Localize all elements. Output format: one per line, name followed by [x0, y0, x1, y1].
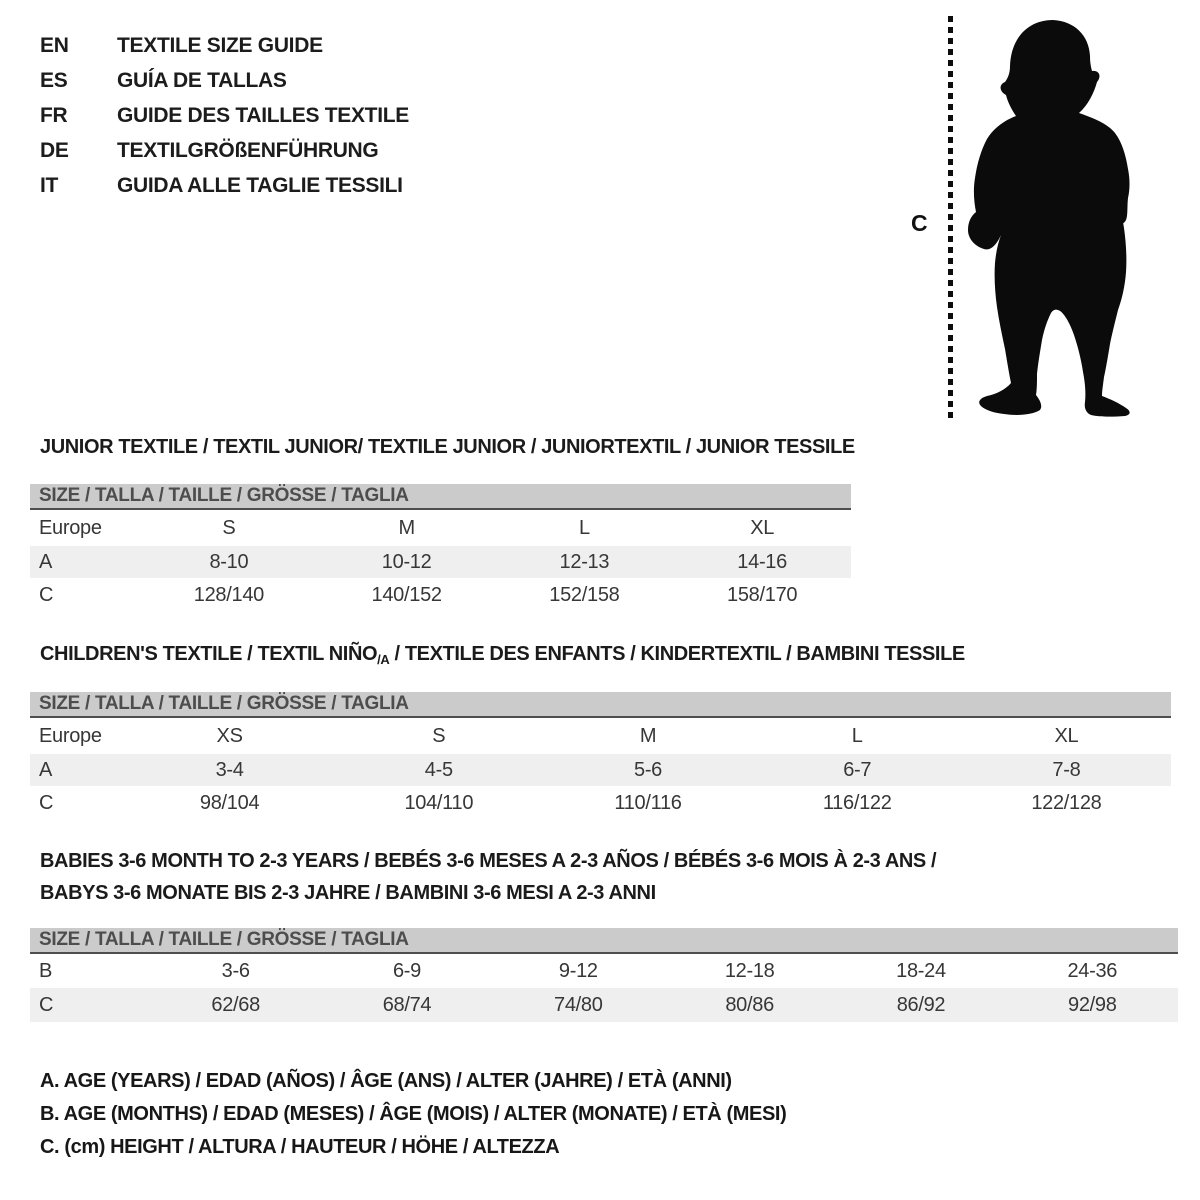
babies-section-title-line1	[40, 850, 936, 873]
babies-section-title-line2	[40, 882, 656, 905]
title-text: BABIES 3-6 MONTH TO 2-3 YEARS / BEBÉS 3-6 MESES A 2-3 AÑOS / BÉBÉS 3-6 MOIS À 2-3 ANS /	[40, 850, 937, 872]
height-cell: 158/170	[727, 583, 798, 606]
title-text: / TEXTILE DES ENFANTS / KINDERTEXTIL / BAMBINI TESSILE	[389, 643, 965, 665]
age-cell: 12-13	[559, 550, 610, 573]
row-label: A	[39, 550, 53, 573]
age-cell: 8-10	[209, 550, 249, 573]
row-label: A	[39, 758, 53, 781]
size-cell: XL	[750, 516, 775, 539]
height-cell: 86/92	[896, 993, 946, 1016]
lang-code: DE	[40, 138, 69, 162]
size-cell: L	[578, 516, 590, 539]
row-label: C	[39, 583, 54, 606]
age-cell: 4-5	[424, 758, 453, 781]
table-row-europe	[30, 718, 1171, 754]
size-header-bar	[30, 484, 851, 510]
lang-label: GUIDE DES TAILLES TEXTILE	[117, 103, 409, 127]
height-measure-label: C	[911, 210, 928, 236]
lang-code: IT	[40, 173, 59, 197]
height-cell: 74/80	[554, 993, 603, 1016]
size-cell: S	[432, 724, 446, 747]
height-measure-line	[948, 16, 953, 418]
legend-row-en	[40, 28, 409, 63]
height-cell: 80/86	[725, 993, 774, 1016]
height-cell: 92/98	[1068, 993, 1117, 1016]
lang-label: TEXTILE SIZE GUIDE	[117, 33, 323, 57]
table-row-height	[30, 988, 1178, 1022]
height-cell: 152/158	[549, 583, 620, 606]
title-text: CHILDREN'S TEXTILE / TEXTIL NIÑO	[40, 643, 378, 665]
height-cell: 128/140	[193, 583, 264, 606]
height-cell: 104/110	[404, 791, 474, 814]
title-text: JUNIOR TEXTILE / TEXTIL JUNIOR/ TEXTILE JUNIOR / JUNIORTEXTIL / JUNIOR TESSILE	[40, 436, 855, 458]
size-header-label: SIZE / TALLA / TAILLE / GRÖSSE / TAGLIA	[39, 693, 409, 714]
footnote-a: A. AGE (YEARS) / EDAD (AÑOS) / ÂGE (ANS) / ALTER (JAHRE) / ETÀ (ANNI)	[40, 1070, 732, 1092]
language-legend	[40, 28, 409, 203]
row-label: B	[39, 959, 53, 982]
months-cell: 3-6	[221, 959, 250, 982]
legend-row-fr	[40, 98, 409, 133]
title-text: BABYS 3-6 MONATE BIS 2-3 JAHRE / BAMBINI 3-6 MESI A 2-3 ANNI	[40, 882, 656, 904]
size-cell: S	[222, 516, 236, 539]
lang-label: TEXTILGRÖßENFÜHRUNG	[117, 138, 379, 162]
row-label: C	[39, 993, 54, 1016]
row-label: Europe	[39, 516, 102, 539]
size-cell: XS	[216, 724, 243, 747]
size-cell: L	[851, 724, 863, 747]
table-row-age	[30, 546, 851, 578]
children-section-title	[40, 643, 965, 667]
table-row-months	[30, 954, 1178, 988]
size-cell: M	[639, 724, 657, 747]
months-cell: 12-18	[724, 959, 775, 982]
row-label: C	[39, 791, 54, 814]
size-cell: M	[398, 516, 415, 539]
age-cell: 10-12	[381, 550, 432, 573]
height-cell: 110/116	[614, 791, 682, 814]
legend-row-es	[40, 63, 409, 98]
table-row-height	[30, 786, 1171, 820]
size-header-bar	[30, 928, 1178, 954]
children-size-table	[30, 692, 1171, 820]
junior-size-table	[30, 484, 851, 612]
junior-section-title	[40, 436, 855, 459]
legend-row-de	[40, 133, 409, 168]
height-cell: 116/122	[822, 791, 892, 814]
months-cell: 6-9	[392, 959, 421, 982]
footnote-c: C. (cm) HEIGHT / ALTURA / HAUTEUR / HÖHE / ALTEZZA	[40, 1136, 560, 1158]
table-row-age	[30, 754, 1171, 786]
table-row-europe	[30, 510, 851, 546]
lang-code: EN	[40, 33, 69, 57]
age-cell: 5-6	[634, 758, 663, 781]
title-subscript: /A	[377, 652, 390, 667]
age-cell: 14-16	[737, 550, 787, 573]
height-cell: 62/68	[211, 993, 260, 1016]
legend-row-it	[40, 168, 409, 203]
lang-code: FR	[40, 103, 68, 127]
size-header-label: SIZE / TALLA / TAILLE / GRÖSSE / TAGLIA	[39, 929, 409, 950]
age-cell: 6-7	[843, 758, 872, 781]
lang-label: GUÍA DE TALLAS	[117, 68, 287, 92]
toddler-silhouette-icon	[960, 18, 1142, 418]
lang-label: GUIDA ALLE TAGLIE TESSILI	[117, 173, 403, 197]
table-row-height	[30, 578, 851, 612]
age-cell: 7-8	[1052, 758, 1081, 781]
height-cell: 98/104	[199, 791, 260, 814]
height-cell: 122/128	[1031, 791, 1102, 814]
size-cell: XL	[1054, 724, 1079, 747]
height-cell: 68/74	[382, 993, 432, 1016]
months-cell: 18-24	[896, 959, 946, 982]
height-cell: 140/152	[371, 583, 442, 606]
age-cell: 3-4	[215, 758, 244, 781]
babies-size-table	[30, 928, 1178, 1022]
footnote-b: B. AGE (MONTHS) / EDAD (MESES) / ÂGE (MOIS) / ALTER (MONATE) / ETÀ (MESI)	[40, 1103, 787, 1125]
size-header-bar	[30, 692, 1171, 718]
months-cell: 9-12	[558, 959, 598, 982]
lang-code: ES	[40, 68, 68, 92]
row-label: Europe	[39, 724, 102, 747]
size-header-label: SIZE / TALLA / TAILLE / GRÖSSE / TAGLIA	[39, 485, 409, 506]
months-cell: 24-36	[1067, 959, 1118, 982]
